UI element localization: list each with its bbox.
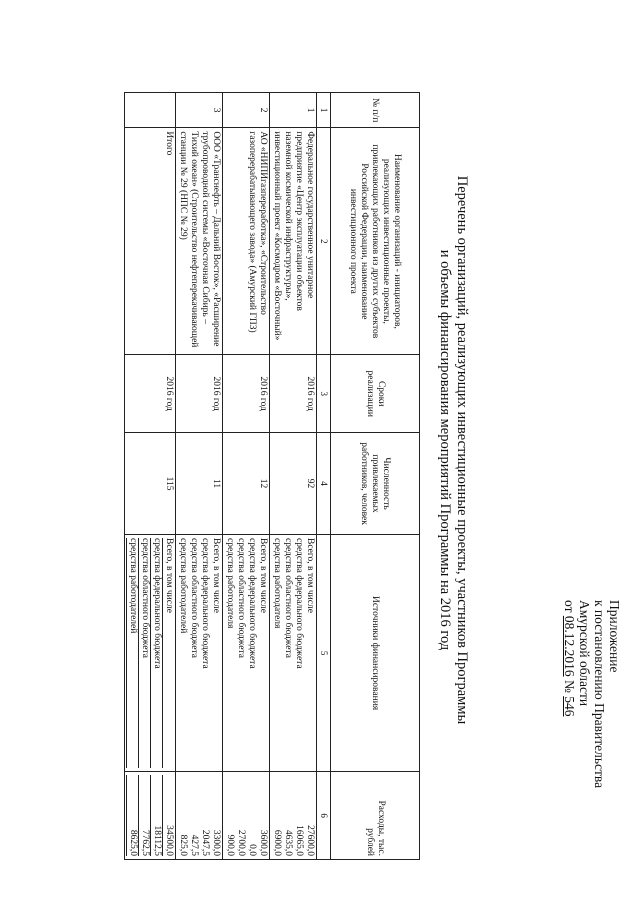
appendix-date: 08.12.2016 (562, 615, 577, 677)
header-cell: Сроки реализации (331, 355, 420, 433)
total-row: Итого 2016 год 115 Всего, в том числе средства федерального бюджета средства областного бюджета средства работодателей 34500,0 18112,5 7762,5 8625,0 (125, 93, 176, 860)
appendix-line-1: к постановлению Правительства (592, 600, 607, 789)
appendix-line-3: от 08.12.2016 № 546 (562, 600, 577, 717)
table-header-row (331, 93, 420, 860)
appendix-number: 546 (562, 696, 577, 717)
column-number-row: 1 2 3 4 5 6 (317, 93, 331, 860)
appendix-line-2: Амурской области (577, 600, 592, 707)
table-row: 1 Федеральное государственное унитарное предприятие «Центр эксплуатации объектов наземной космической инфраструктуры», инвестиционный проект «Космодром «Восточный» 2016 год 92 Всего, в том числе средства федерального бюджета средства областного бюджета средства работодателя 27600,0 16065,0 4635,0 6900,0 (270, 93, 317, 860)
header-cell: Наименование организаций - инициаторов, реализующих инвестиционные проекты, привлекающих работников из других субъектов Российской Федерации, наименование инвестиционного проекта (331, 128, 420, 355)
table-row: 2 АО «НИПИгазпереработка», «Строительство газоперерабатывающего завода» (Амурский ГПЗ) 2016 год 12 Всего, в том числе средства федерального бюджета средства областного бюджета средства работодателя 3600,0 0,0 2700,0 900,0 (223, 93, 270, 860)
header-cell: № п/п (331, 93, 420, 128)
total-label: Итого (125, 128, 176, 355)
table-row: 3 ООО «Транснефть – Дальний Восток», «Расширение трубопроводной системы «Восточная Сибирь – Тихий океан» (Строительство нефтеперекачивающей станции № 29 (НПС № 29) 2016 год 11 Всего, в том числе средства федерального бюджета средства областного бюджета средства работодателей 3300,0 2047,5 427,5 825,0 (176, 93, 223, 860)
header-cell: Расходы, тыс. рублей (331, 772, 420, 860)
header-cell: Источники финансирования (331, 535, 420, 772)
appendix-title: Приложение (607, 600, 622, 673)
projects-table (124, 92, 420, 860)
appendix-block (562, 600, 622, 850)
document-title: Перечень организаций, реализующих инвестиционные проекты, участников Программы и объемы финансирования мероприятий Программы на 2016 год (437, 175, 470, 725)
header-cell: Численность привлекаемых работников, человек (331, 433, 420, 535)
